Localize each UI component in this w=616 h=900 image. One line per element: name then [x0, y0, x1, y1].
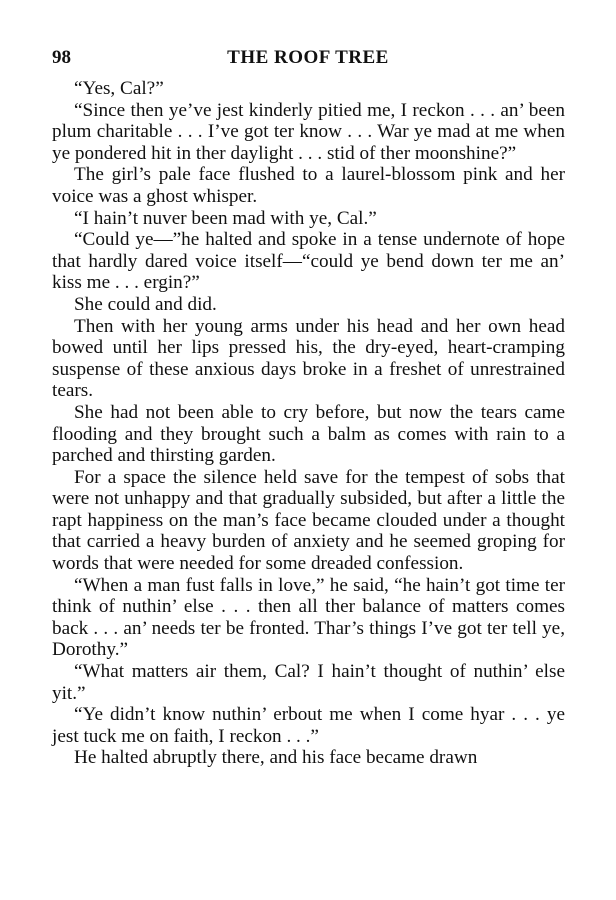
running-title: THE ROOF TREE	[227, 47, 389, 68]
paragraph: Then with her young arms under his head and her own head bowed until her lips pressed his, the dry-eyed, heart-cramping suspense of these anxious days broke in a freshet of unrestrained tears.	[52, 315, 565, 402]
body-text	[52, 78, 565, 769]
paragraph: For a space the silence held save for the tempest of sobs that were not unhappy and that gradually subsided, but after a little the rapt happiness on the man’s face became clouded under a thought that carried a heavy burden of anxiety and he seemed groping for words that were needed for some dreaded confession.	[52, 466, 565, 575]
paragraph: He halted abruptly there, and his face became drawn	[74, 747, 478, 769]
paragraph: “Could ye—”he halted and spoke in a tense undernote of hope that hardly dared voice itself—“could ye bend down ter me an’ kiss me . . . ergin?”	[52, 229, 565, 294]
paragraph: “When a man fust falls in love,” he said, “he hain’t got time ter think of nuthin’ else . . . then all ther balance of matters comes back . . . an’ needs ter be fronted. Thar’s things I’ve got ter tell ye, Dorothy.”	[52, 574, 565, 661]
paragraph: The girl’s pale face flushed to a laurel-blossom pink and her voice was a ghost whisper.	[52, 164, 565, 207]
paragraph: She could and did.	[74, 293, 217, 315]
paragraph: “What matters air them, Cal? I hain’t thought of nuthin’ else yit.”	[52, 661, 565, 704]
paragraph: “Since then ye’ve jest kinderly pitied me, I reckon . . . an’ been plum charitable . . . I’ve got ter know . . . War ye mad at me when ye pondered hit in ther daylight . . . stid of ther moonshine?”	[52, 99, 565, 164]
page-number: 98	[52, 47, 71, 68]
paragraph: “Ye didn’t know nuthin’ erbout me when I come hyar . . . ye jest tuck me on faith, I reckon . . .”	[52, 704, 565, 747]
paragraph: “I hain’t nuver been mad with ye, Cal.”	[74, 207, 377, 229]
page-header	[52, 46, 564, 70]
paragraph: She had not been able to cry before, but now the tears came flooding and they brought such a balm as comes with rain to a parched and thirsting garden.	[52, 401, 565, 467]
paragraph: “Yes, Cal?”	[74, 78, 164, 99]
